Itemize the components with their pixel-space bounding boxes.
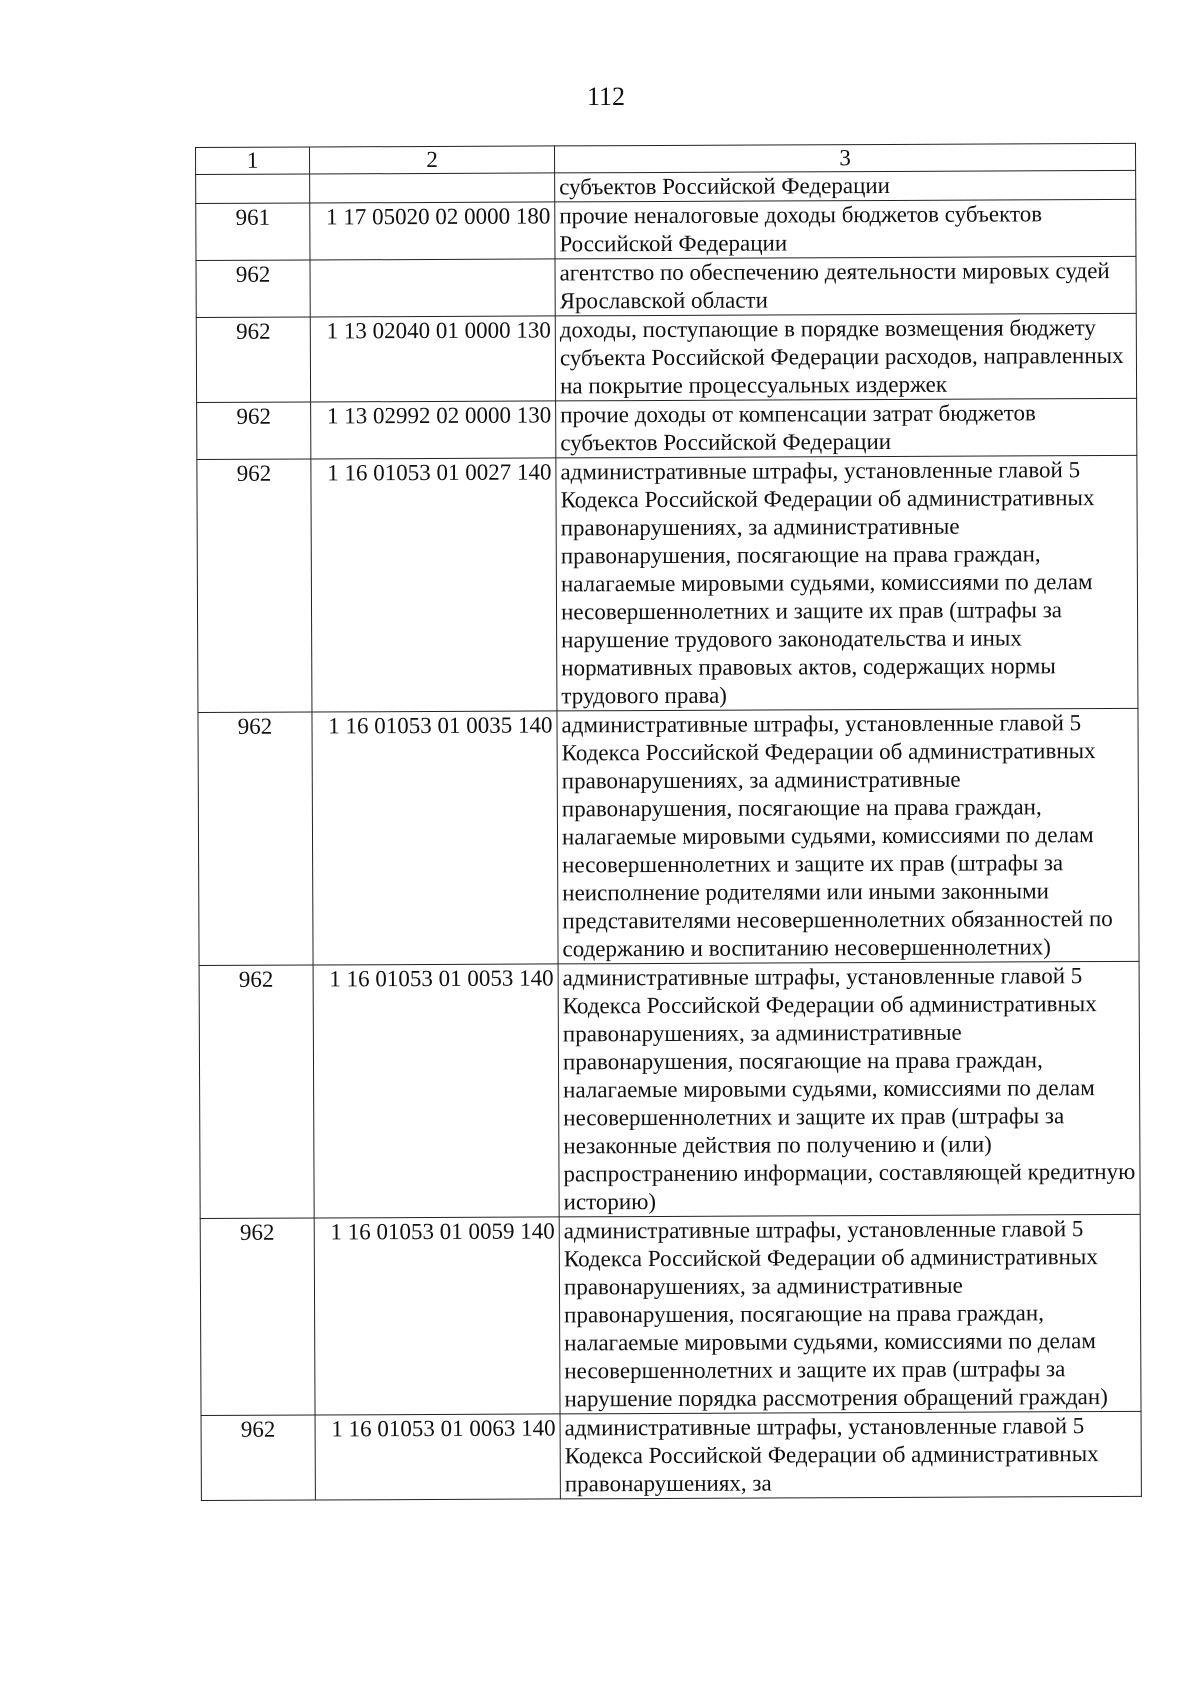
table-row	[198, 708, 1139, 965]
admin-code-cell: 962	[196, 317, 310, 402]
table-row	[197, 398, 1137, 459]
admin-code-cell: 962	[197, 402, 311, 459]
description-cell: агентство по обеспечению деятельности мировых судей Ярославской области	[555, 256, 1136, 316]
description-cell: доходы, поступающие в порядке возмещения бюджету субъекта Российской Федерации расходов, направленных на покрытие процессуальных издержек	[555, 313, 1136, 401]
table-row	[196, 170, 1136, 203]
description-cell: прочие доходы от компенсации затрат бюджетов субъектов Российской Федерации	[556, 398, 1137, 458]
budget-classification-code-cell: 1 16 01053 01 0027 140	[311, 458, 557, 712]
description-cell: административные штрафы, установленные главой 5 Кодекса Российской Федерации об административных правонарушениях, за административные правонарушения, посягающие на права граждан, налагаемые мировыми судьями, комиссиями по делам несовершеннолетних и защите их прав (штрафы за нарушение трудового законодательства и иных нормативных правовых актов, содержащих нормы трудового права)	[556, 455, 1138, 711]
budget-classification-code-cell: 1 13 02992 02 0000 130	[311, 401, 556, 459]
admin-code-cell: 962	[197, 459, 312, 712]
description-cell: субъектов Российской Федерации	[555, 170, 1136, 202]
description-cell: административные штрафы, установленные главой 5 Кодекса Российской Федерации об административных правонарушениях, за административные правонарушения, посягающие на права граждан, налагаемые мировыми судьями, комиссиями по делам несовершеннолетних и защите их прав (штрафы за неисполнение родителями или иными законными представителями несовершеннолетних обязанностей по содержанию и воспитанию несовершеннолетних)	[557, 708, 1139, 964]
budget-classification-code-cell: 1 16 01053 01 0053 140	[313, 964, 559, 1218]
header-cell-col1: 1	[196, 147, 310, 174]
budget-classification-code-cell: 1 16 01053 01 0059 140	[314, 1217, 560, 1415]
admin-code-cell: 961	[196, 203, 310, 260]
page-number: 112	[586, 82, 626, 111]
header-cell-col3: 3	[554, 143, 1135, 173]
table-header-row	[196, 143, 1136, 174]
budget-classification-code-cell: 1 13 02040 01 0000 130	[310, 316, 555, 402]
budget-classification-code-cell	[310, 173, 555, 203]
description-cell: административные штрафы, установленные главой 5 Кодекса Российской Федерации об административных правонарушениях, за административные правонарушения, посягающие на права граждан, налагаемые мировыми судьями, комиссиями по делам несовершеннолетних и защите их прав (штрафы за нарушение порядка рассмотрения обращений граждан)	[559, 1214, 1141, 1414]
budget-classification-code-cell: 1 17 05020 02 0000 180	[310, 202, 555, 260]
table-row	[197, 455, 1138, 712]
table-row	[196, 256, 1136, 317]
admin-code-cell: 962	[200, 1218, 315, 1415]
description-cell: административные штрафы, установленные главой 5 Кодекса Российской Федерации об административных правонарушениях, за	[560, 1411, 1141, 1499]
table-row	[199, 961, 1140, 1218]
table-row	[196, 313, 1136, 402]
admin-code-cell: 962	[201, 1415, 315, 1500]
table-row	[200, 1214, 1141, 1415]
admin-code-cell	[196, 174, 310, 203]
budget-classification-code-cell: 1 16 01053 01 0035 140	[312, 711, 558, 965]
admin-code-cell: 962	[196, 260, 310, 317]
header-cell-col2: 2	[310, 146, 555, 174]
description-cell: административные штрафы, установленные главой 5 Кодекса Российской Федерации об административных правонарушениях, за административные правонарушения, посягающие на права граждан, налагаемые мировыми судьями, комиссиями по делам несовершеннолетних и защите их прав (штрафы за незаконные действия по получению и (или) распространению информации, составляющей кредитную историю)	[558, 961, 1140, 1217]
admin-code-cell: 962	[198, 712, 313, 965]
table-row	[201, 1411, 1141, 1500]
admin-code-cell: 962	[199, 965, 314, 1218]
revenue-codes-table	[195, 143, 1142, 1501]
table-row	[196, 199, 1136, 260]
budget-classification-code-cell: 1 16 01053 01 0063 140	[315, 1414, 560, 1500]
budget-classification-code-cell	[310, 259, 555, 317]
description-cell: прочие неналоговые доходы бюджетов субъектов Российской Федерации	[555, 199, 1136, 259]
